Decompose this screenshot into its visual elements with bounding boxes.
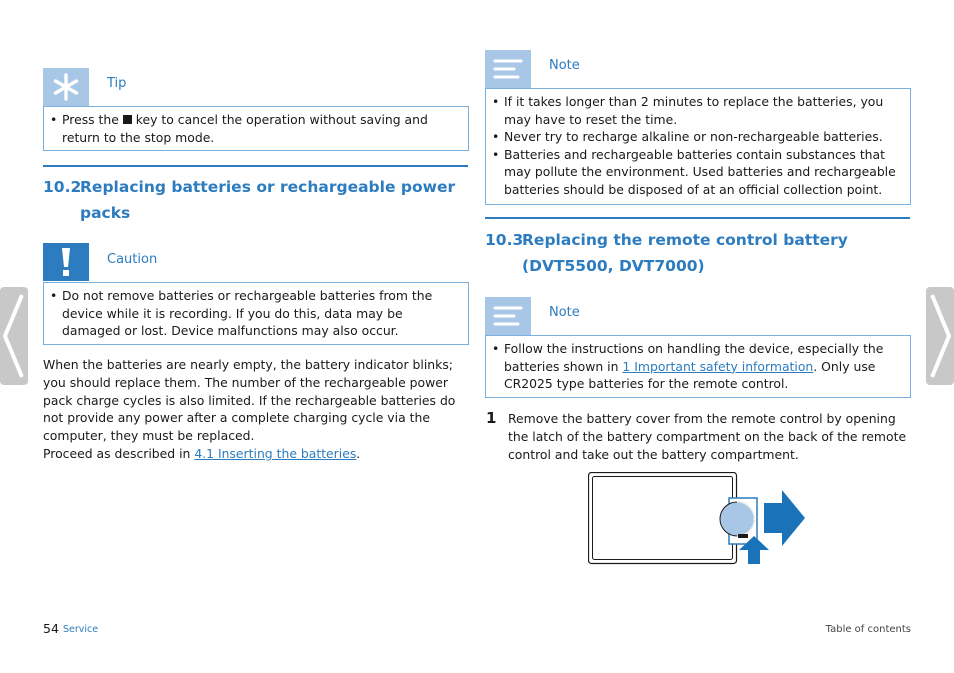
tip-item: • Press the key to cancel the operation without saving and return to the stop mode. (50, 111, 458, 146)
chevron-left-icon (0, 287, 28, 385)
prev-page-tab[interactable] (0, 287, 28, 385)
stop-square-icon (123, 115, 132, 124)
section-heading-10-2 (43, 174, 468, 226)
section-rule (43, 165, 468, 167)
footer-section: Service (63, 624, 99, 635)
caution-box (43, 282, 469, 345)
body-paragraph: When the batteries are nearly empty, the battery indicator blinks; you should replace them. The number of the rechargeable power pack charge cycles is also limited. If the rechargeable batteries do not provide any power after a complete charging cycle via the computer, they must be replaced. Proceed as described in 4.1 Inserting the batteries. (43, 357, 456, 461)
page-number: 54 (43, 621, 59, 636)
step-number: 1 (486, 409, 497, 427)
note-item: • Follow the instructions on handling the device, especially the batteries shown in 1 Important safety information. Only use CR2025 type batteries for the remote control. (492, 340, 900, 393)
next-page-tab[interactable] (926, 287, 954, 385)
note-icon-box (485, 297, 531, 335)
section-title: Replacing the remote control battery (DVT5500, DVT7000) (522, 231, 848, 275)
exclamation-icon (60, 247, 72, 277)
caution-item: • Do not remove batteries or rechargeable batteries from the device while it is recording. If you do this, data may be damaged or lost. Device malfunctions may also occur. (50, 287, 458, 340)
table-of-contents-link[interactable]: Table of contents (825, 624, 911, 635)
note-title: Note (549, 305, 580, 320)
section-rule (485, 217, 910, 219)
section-number: 10.3 (485, 231, 524, 249)
chevron-right-icon (926, 287, 954, 385)
tip-box (43, 106, 469, 151)
battery-illustration (588, 472, 808, 568)
note-box (485, 335, 911, 398)
note-icon-box (485, 50, 531, 88)
note-item: • Never try to recharge alkaline or non-rechargeable batteries. (492, 128, 900, 146)
tip-title: Tip (107, 76, 127, 91)
section-heading-10-3 (485, 227, 885, 279)
note-item: • If it takes longer than 2 minutes to replace the batteries, you may have to reset the time. (492, 93, 900, 128)
section-title: Replacing batteries or rechargeable power packs (80, 178, 456, 222)
note-item: • Batteries and rechargeable batteries contain substances that may pollute the environment. Used batteries and rechargeable batteries should be disposed of at an official collection point. (492, 146, 900, 199)
section-number: 10.2 (43, 178, 82, 196)
tip-icon-box (43, 68, 89, 106)
link-safety-information[interactable]: 1 Important safety information (622, 358, 814, 374)
caution-icon-box (43, 243, 89, 281)
note-lines-icon (492, 57, 524, 81)
note-title: Note (549, 58, 580, 73)
link-inserting-batteries[interactable]: 4.1 Inserting the batteries (194, 445, 357, 461)
note-lines-icon (492, 304, 524, 328)
asterisk-icon (51, 72, 81, 102)
caution-title: Caution (107, 252, 158, 267)
step-text: Remove the battery cover from the remote control by opening the latch of the battery compartment on the back of the remote control and take out the battery compartment. (508, 411, 907, 462)
note-box (485, 88, 911, 205)
